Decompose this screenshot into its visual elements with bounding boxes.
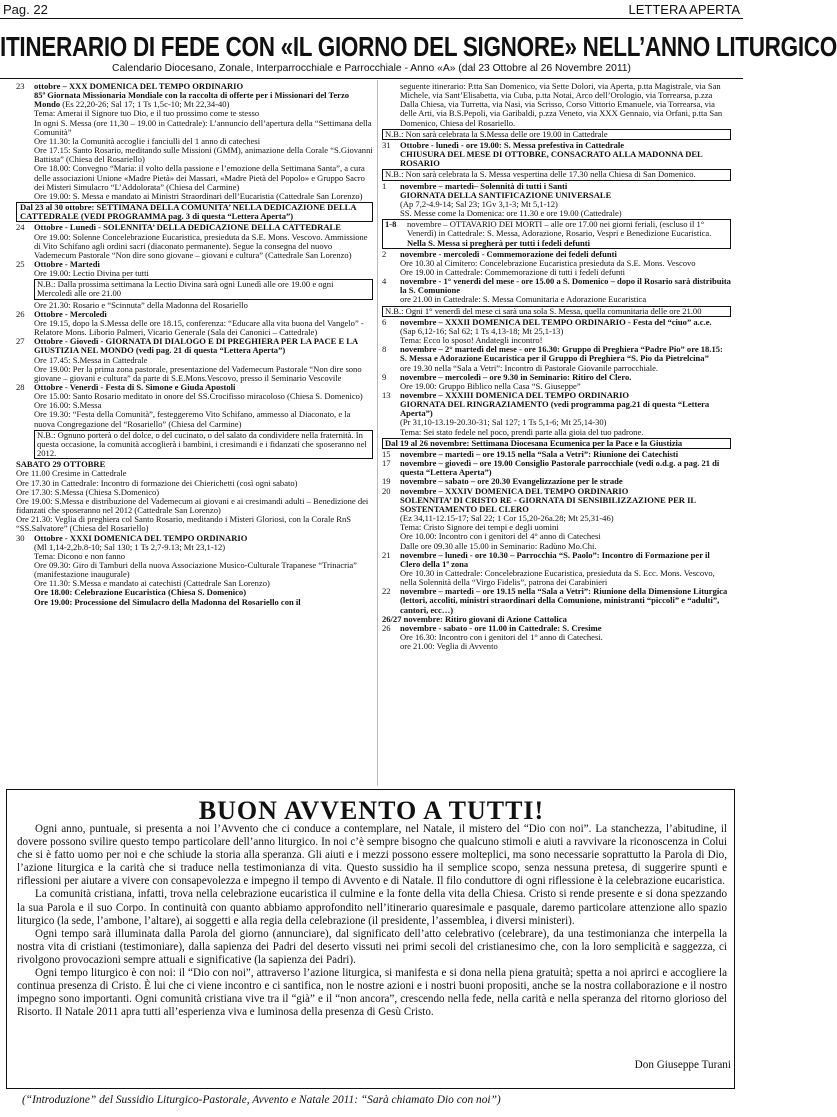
calendar-entry: 20 novembre – XXXIV DOMENICA DEL TEMPO ORDINARIO SOLENNITA’ DI CRISTO RE - GIORNATA DI SENSIBILIZZAZIONE PER IL SOSTENTAMENTO DEL CLERO (Ez 34,11-12.15-17; Sal 22; 1 Cor 15,20-26a.28; Mt 25,31-46) Tema: Cristo Signore dei tempi e degli uomini Ore 10.00: Incontro con i genitori del 4° anno di Catechesi Dalle ore 09.30 alle 15.00 in Seminario: Radùno Mo.Chi. [382, 485, 696, 551]
page-header [0, 0, 743, 18]
calendar-entry: 15 novembre – martedì – ore 19.15 nella “Sala a Vetri”: Riunione dei Catechisti [382, 448, 679, 459]
calendar-entry: 30 Ottobre - XXXI DOMENICA DEL TEMPO ORDINARIO (Ml 1,14-2,2b.8-10; Sal 130; 1 Ts 2,7-9.13; Mt 23,1-12) Tema: Dicono e non fanno Ore 09.30: Giro di Tamburi della nuova Associazione Musico-Culturale Trapanese “Trinacria” (manifestazione inaugurale) Ore 11.30: S.Messa e mandato ai catechisti (Cattedrale San Lorenzo) Ore 18.00: Celebrazione Eucaristica (Chiesa S. Domenico) Ore 19.00: Processione del Simulacro della Madonna del Rosariello con il [16, 532, 357, 607]
notice-box: 1-8 novembre – OTTAVARIO DEI MORTI – alle ore 17.00 nei giorni feriali, (escluso il 1° Venerdì) in Cattedrale: S. Messa, Adorazione, Rosario, Vespri e Benedizione Eucaristica. Nella S. Messa si pregherà per tutti i fedeli defunti [382, 219, 731, 248]
calendar-right-column [382, 82, 731, 651]
calendar-entry: 28 Ottobre - Venerdì - Festa di S. Simone e Giuda Apostoli Ore 15.00: Santo Rosario meditato in onore del SS.Crocifisso miracoloso (Chiesa S. Domenico) Ore 16.00: S.Messa Ore 19.30: “Festa della Comunità”, festeggeremo Vito Schifano, ammesso al Diaconato, e la nuova Congregazione del “Rosariello” (Chiesa del Carmine) N.B.: Ognuno porterà o del dolce, o del cucinato, o del salato da condividere nella fraternità. In questa occasione, la comunità accoglierà i bambini, i cresimandi e i fidanzati che sposeranno nel 2012. [16, 383, 373, 460]
article-body [17, 823, 727, 1019]
calendar-left-column: 23 ottobre – XXX DOMENICA DEL TEMPO ORDINARIO 85ª Giornata Missionaria Mondiale con la raccolta di offerte per i Missionari del Terzo Mondo (Es 22,20-26; Sal 17; 1 Ts 1,5c-10; Mt 22,34-40) Tema: Amerai il Signore tuo Dio, e il tuo prossimo come te stesso In ogni S. Messa (ore 11,30 – 19.00 in Cattedrale): L’annuncio dell’apertura della “Settimana della Comunità” Ore 11.30: la Comunità accoglie i fanciulli del 1 anno di catechesi Ore 17.15: Santo Rosario, meditando sulle Missioni (GMM), animazione della Corale “S.Giovanni Battista” (Chiesa del Rosariello) Ore 18.00: Convegno “Maria: il volto della passione e l’emozione della Settimana Santa”, a cura delle associazioni Unione «Madre Pietà» dei Massari, «Madre Pietà del Popolo» e Gruppo Sacro dei Misteri Simulacro “L’Addolorata” (Chiesa del Carmine) Ore 19.00: S. Messa e mandato ai Ministri Straordinari dell’Eucaristia (Cattedrale San Lorenzo) Dal 23 al 30 ottobre: SETTIMANA DELLA COMUNITA’ NELLA DEDICAZIONE DELLA CATTEDRALE (VEDI PROGRAMMA pag. 3 di questa “Lettera Aperta”) 24 Ottobre - Lunedì - SOLENNITA’ DELLA DEDICAZIONE DELLA CATTEDRALE Ore 19.00: Solenne Concelebrazione Eucaristica, presieduta da S.E. Mons. Vescovo. Ammissione di Vito Schifano agli ordini sacri (diaconato permanente). Segue la consegna del nuovo Vademecum Pastorale “Non dire sono giovane – giovani e cultura” (Cattedrale San Lorenzo) 25 Ottobre - Martedì Ore 19.00: Lectio Divina per tutti N.B.: Dalla prossima settimana la Lectio Divina sarà ogni Lunedì alle ore 19.00 e ogni Mercoledì alle ore 21.00 Ore 21.30: Rosario e “Scinnuta” della Madonna del Rosariello 26 Ottobre - Mercoledì Ore 19.15, dopo la S.Messa delle ore 18.15, conferenza: “Educare alla vita buona del Vangelo” - Relatore Mons. Liborio Palmeri, Vicario Generale (Sala dei Canonici – Cattedrale) 27 Ottobre - Giovedì - GIORNATA DI DIALOGO E DI PREGHIERA PER LA PACE E LA GIUSTIZIA NEL MONDO (vedi pag. 21 di questa “Lettera Aperta”) Ore 17.45: S.Messa in Cattedrale Ore 19.00: Per la prima zona pastorale, presentazione del Vademecum Pastorale “Non dire sono giovane – giovani e cultura” da parte di S.E.Mons.Vescovo, presso il Seminario Vescovile 28 Ottobre - Venerdì - Festa di S. Simone e Giuda Apostoli Ore 15.00: Santo Rosario meditato in onore del SS.Crocifisso miracoloso (Chiesa S. Domenico) Ore 16.00: S.Messa Ore 19.30: “Festa della Comunità”, festeggeremo Vito Schifano, ammesso al Diaconato, e la nuova Congregazione del “Rosariello” (Chiesa del Carmine) N.B.: Ognuno porterà o del dolce, o del cucinato, o del salato da condividere nella fraternità. In questa occasione, la comunità accoglierà i bambini, i cresimandi e i fidanzati che sposeranno nel 2012. SABATO 29 OTTOBRE Ore 11.00 Cresime in Cattedrale Ore 17.30 in Cattedrale: Incontro di formazione dei Chierichetti (così ogni sabato) Ore 17.30: S.Messa (Chiesa S.Domenico) Ore 19.00: S.Messa e distribuzione del Vademecum ai giovani e ai cresimandi adulti – Benedizione dei fidanzati che sposeranno nel 2012 (Cattedrale San Lorenzo) Ore 21.30: Veglia di preghiera col Santo Rosario, meditando i Misteri Gloriosi, con la Corale RnS “SS.Salvatore” (Chiesa del Rosariello) 30 Ottobre - XXXI DOMENICA DEL TEMPO ORDINARIO (Ml 1,14-2,2b.8-10; Sal 130; 1 Ts 2,7-9.13; Mt 23,1-12) Tema: Dicono e non fanno Ore 09.30: Giro di Tamburi della nuova Associazione Musico-Culturale Trapanese “Trinacria” (manifestazione inaugurale) Ore 11.30: S.Messa e mandato ai catechisti (Cattedrale San Lorenzo) Ore 18.00: Celebrazione Eucaristica (Chiesa S. Domenico) Ore 19.00: Processione del Simulacro della Madonna del Rosariello con il [16, 81, 373, 607]
article-source-note: (“Introduzione” del Sussidio Liturgico-Pastorale, Avvento e Natale 2011: “Sarà chiamato Dio con noi”) [22, 1094, 501, 1106]
notice-box: Dal 23 al 30 ottobre: SETTIMANA DELLA COMUNITA’ NELLA DEDICAZIONE DELLA CATTEDRALE (VEDI PROGRAMMA pag. 3 di questa “Lettera Aperta”) [16, 202, 373, 222]
calendar-entry: 6 novembre – XXXII DOMENICA DEL TEMPO ORDINARIO - Festa del “ciuo” a.c.e. (Sap 6,12-16; Sal 62; 1 Ts 4,13-18; Mt 25,1-13) Tema: Ecco lo sposo! Andategli incontro! [382, 316, 712, 346]
calendar-entry: 2 novembre - mercoledì - Commemorazione dei fedeli defunti Ore 10.30 al Cimitero: Concelebrazione Eucaristica presieduta da S.E. Mons. Vescovo Ore 19.00 in Cattedrale: Commemorazione di tutti i fedeli defunti [382, 248, 696, 277]
calendar-entry: 21 novembre – lunedì - ore 10.30 – Parrocchia “S. Paolo”: Incontro di Formazione per il Clero della 1ª zona Ore 10.30 in Cattedrale: Concelebrazione Eucaristica, presieduta da S. Ecc. Mons. Vescovo, nella Solennità della “Virgo Fidelis”, patrona dei Carabinieri [382, 549, 715, 588]
notice-box: N.B.: Ogni 1° venerdì del mese ci sarà una sola S. Messa, quella comunitaria delle ore 21.00 [382, 306, 731, 317]
page-title: ITINERARIO DI FEDE CON «IL GIORNO DEL SIGNORE» NELL’ANNO LITURGICO [0, 31, 837, 63]
calendar-entry: 26 novembre - sabato - ore 11.00 in Cattedrale: S. Cresime Ore 16.30: Incontro con i genitori del 1° anno di Catechesi. ore 21.00: Veglia di Avvento [382, 622, 603, 652]
calendar-entry: 1 novembre – martedì– Solennità di tutti i Santi GIORNATA DELLA SANTIFICAZIONE UNIVERSALE (Ap 7,2-4.9-14; Sal 23; 1Gv 3,1-3; Mt 5,1-12) SS. Messe come la Domenica: ore 11.30 e ore 19.00 (Cattedrale) [382, 180, 622, 219]
article-paragraph: Ogni tempo liturgico è con noi: il “Dio con noi”, attraverso l’azione liturgica, si manifesta e si dona nella piena gratuità; spetta a noi aprirci e accogliere la continua presenza di Cristo. È lui che ci viene incontro e ci santifica, non le nostre azioni e i nostri buoni propositi, anche se la nostra collaborazione e il nostro impegno sono importanti. Ogni comunità cristiana vive tra il “già” e il “non ancora”, crescendo nella fede, nella carità e nella speranza del ritorno glorioso del Risorto. Il Natale 2011 apra tutti all’esperienza viva e luminosa della presenza di Gesù Cristo. [17, 967, 727, 1019]
notice-box: N.B.: Non sarà celebrata la S. Messa vespertina delle 17.30 nella Chiesa di San Domenico. [382, 169, 731, 180]
column-divider [377, 80, 378, 786]
calendar-entry: 17 novembre – giovedì – ore 19.00 Consiglio Pastorale parrocchiale (vedi o.d.g. a pag. 21 di questa “Lettera Aperta”) [382, 458, 720, 478]
calendar-entry: 25 Ottobre - Martedì Ore 19.00: Lectio Divina per tutti N.B.: Dalla prossima settimana la Lectio Divina sarà ogni Lunedì alle ore 19.00 e ogni Mercoledì alle ore 21.00 Ore 21.30: Rosario e “Scinnuta” della Madonna del Rosariello [16, 260, 373, 310]
notice-box: N.B.: Non sarà celebrata la S.Messa delle ore 19.00 in Cattedrale [382, 129, 731, 140]
calendar-entry: seguente itinerario: P.tta San Domenico, via Sette Dolori, via Aperta, p.tta Magistrale, via San Michele, via Sant’Elisabetta, via Cuba, p.tta Notai, Arco dell’Orologio, via Torrearsa, p.zza Dalla Chiesa, via Turretta, via Nasi, via Scrisso, Corso Vittorio Emanuele, via Torrearsa, via delle Arti, via B.S.Pepoli, via Garibaldi, p.zza Veneto, via XXX Gennaio, via Orfani, p.tta San Domenico, Chiesa del Rosariello. [400, 81, 723, 128]
calendar-entry: 27 Ottobre - Giovedì - GIORNATA DI DIALOGO E DI PREGHIERA PER LA PACE E LA GIUSTIZIA NEL MONDO (vedi pag. 21 di questa “Lettera Aperta”) Ore 17.45: S.Messa in Cattedrale Ore 19.00: Per la prima zona pastorale, presentazione del Vademecum Pastorale “Non dire sono giovane – giovani e cultura” da parte di S.E.Mons.Vescovo, presso il Seminario Vescovile [16, 336, 362, 383]
calendar-entry: 26 Ottobre - Mercoledì Ore 19.15, dopo la S.Messa delle ore 18.15, conferenza: “Educare alla vita buona del Vangelo” - Relatore Mons. Liborio Palmeri, Vicario Generale (Sala dei Canonici – Cattedrale) [16, 308, 364, 338]
article-title: BUON AVVENTO A TUTTI! [198, 796, 545, 825]
calendar-entry: 23 ottobre – XXX DOMENICA DEL TEMPO ORDINARIO 85ª Giornata Missionaria Mondiale con la raccolta di offerte per i Missionari del Terzo Mondo (Es 22,20-26; Sal 17; 1 Ts 1,5c-10; Mt 22,34-40) Tema: Amerai il Signore tuo Dio, e il tuo prossimo come te stesso In ogni S. Messa (ore 11,30 – 19.00 in Cattedrale): L’annuncio dell’apertura della “Settimana della Comunità” Ore 11.30: la Comunità accoglie i fanciulli del 1 anno di catechesi Ore 17.15: Santo Rosario, meditando sulle Missioni (GMM), animazione della Corale “S.Giovanni Battista” (Chiesa del Rosariello) Ore 18.00: Convegno “Maria: il volto della passione e l’emozione della Settimana Santa”, a cura delle associazioni Unione «Madre Pietà» dei Massari, «Madre Pietà del Popolo» e Gruppo Sacro dei Misteri Simulacro “L’Addolorata” (Chiesa del Carmine) Ore 19.00: S. Messa e mandato ai Ministri Straordinari dell’Eucaristia (Cattedrale San Lorenzo) [16, 81, 373, 201]
header-rule [0, 18, 743, 19]
page-subtitle: Calendario Diocesano, Zonale, Interparrocchiale e Parrocchiale - Anno «A» (dal 23 Ottobre al 26 Novembre 2011) [112, 63, 631, 74]
article-paragraph: La comunità cristiana, infatti, trova nella celebrazione eucaristica il culmine e la fonte della vita della Chiesa. Cristo si rende presente e si dona spezzando la sua Parola e il suo Corpo. In continuità con quanto abbiamo approfondito nell’itinerario quaresimale e pasquale, daremo particolare attenzione allo spazio liturgico (la sede, l’ambone, l’altare), ai soggetti e alla regia della celebrazione (il presidente, l’assemblea, i diversi ministeri). [17, 888, 727, 927]
article-paragraph: Ogni anno, puntuale, si presenta a noi l’Avvento che ci conduce a contemplare, nel Natale, il mistero del “Dio con noi”. La stanchezza, l’abitudine, il dovere possono svilire questo tempo particolare dell’anno liturgico. In noi c’è sempre bisogno che qualcuno stimoli e aiuti a ravvivare la riconoscenza in Colui che si è fatto uomo per noi e che schiude la storia alla speranza. Gli aiuti e i mezzi possono essere molteplici, ma sono necessarie soprattutto la Parola di Dio, l’azione liturgica e la carità che si traduce nella testimonianza di vita. Questo sussidio ha il semplice scopo, senza nessuna pretesa, di suggerire spunti e riflessioni per aiutare a vivere con consapevolezza e impegno il tempo di Avvento e di Natale. Il filo conduttore di ogni riflessione è la celebrazione eucaristica. [17, 823, 727, 888]
article-signature: Don Giuseppe Turani [634, 1059, 731, 1071]
notice-box: Dal 19 al 26 novembre: Settimana Diocesana Ecumenica per la Pace e la Giustizia [382, 438, 731, 449]
calendar-entry: 31 Ottobre - lunedì - ore 19.00: S. Messa prefestiva in Cattedrale CHIUSURA DEL MESE DI OTTOBRE, CONSACRATO ALLA MADONNA DEL ROSARIO [382, 139, 703, 169]
calendar-entry: 26/27 novembre: Ritiro giovani di Azione Cattolica [382, 613, 567, 624]
publication-name: LETTERA APERTA [628, 2, 740, 17]
subtitle-rule [0, 78, 743, 79]
calendar-entry: 19 novembre – sabato – ore 20.30 Evangelizzazione per le strade [382, 476, 623, 487]
calendar-entry: 8 novembre – 2° martedì del mese - ore 16.30: Gruppo di Preghiera “Padre Pio” ore 18.15: S. Messa e Adorazione Eucaristica per il Gruppo di Preghiera “S. Pio da Pietrelcina” ore 19.30 nella “Sala a Vetri”: Incontro di Pastorale Giovanile parrocchiale. [382, 344, 723, 373]
calendar-entry: 13 novembre – XXXIII DOMENICA DEL TEMPO ORDINARIO GIORNATA DEL RINGRAZIAMENTO (vedi programma pag.21 di questa “Lettera Aperta”) (Pr 31,10-13.19-20.30-31; Sal 127; 1 Ts 5,1-6; Mt 25,14-30) Tema: Sei stato fedele nel poco, prendi parte alla gioia del tuo padrone. [382, 390, 710, 437]
calendar-entry: 9 novembre – mercoledì – ore 9.30 in Seminario: Ritiro del Clero. Ore 19.00: Gruppo Biblico nella Casa “S. Giuseppe” [382, 371, 632, 391]
calendar-entry: 4 novembre - 1° venerdì del mese - ore 15.00 a S. Domenico – dopo il Rosario sarà distribuita la S. Comunione ore 21.00 in Cattedrale: S. Messa Comunitaria e Adorazione Eucaristica [382, 276, 731, 305]
article-paragraph: Ogni tempo sarà illuminata dalla Parola del giorno (annunciare), dal significato dell’atto celebrativo (celebrare), da una testimonianza che interpella la nostra vita di cristiani (testimoniare), dalla sapienza dei Padri del deserto vissuti nei primi secoli del cristianesimo che, con la loro semplicità e saggezza, ci rivolgono provocazioni sempre attuali e significative (la sapienza dei Padri). [17, 927, 727, 966]
notice-box: N.B.: Dalla prossima settimana la Lectio Divina sarà ogni Lunedì alle ore 19.00 e ogni Mercoledì alle ore 21.00 [34, 279, 373, 299]
notice-box: N.B.: Ognuno porterà o del dolce, o del cucinato, o del salato da condividere nella fraternità. In questa occasione, la comunità accoglierà i bambini, i cresimandi e i fidanzati che sposeranno nel 2012. [34, 430, 373, 459]
calendar-entry: 24 Ottobre - Lunedì - SOLENNITA’ DELLA DEDICAZIONE DELLA CATTEDRALE Ore 19.00: Solenne Concelebrazione Eucaristica, presieduta da S.E. Mons. Vescovo. Ammissione di Vito Schifano agli ordini sacri (diaconato permanente). Segue la consegna del nuovo Vademecum Pastorale “Non dire sono giovane – giovani e cultura” (Cattedrale San Lorenzo) [16, 222, 368, 260]
page-number: Pag. 22 [3, 2, 48, 17]
calendar-entry: 22 novembre – martedì – ore 19.15 nella “Sala a Vetri”: Riunione della Dimensione Liturgica (lettori, accoliti, ministri straordinari della Comunione, ministranti “piccoli” e “adulti”, cantori, ecc…) [382, 586, 728, 615]
saturday-heading: SABATO 29 OTTOBRE [16, 459, 106, 470]
